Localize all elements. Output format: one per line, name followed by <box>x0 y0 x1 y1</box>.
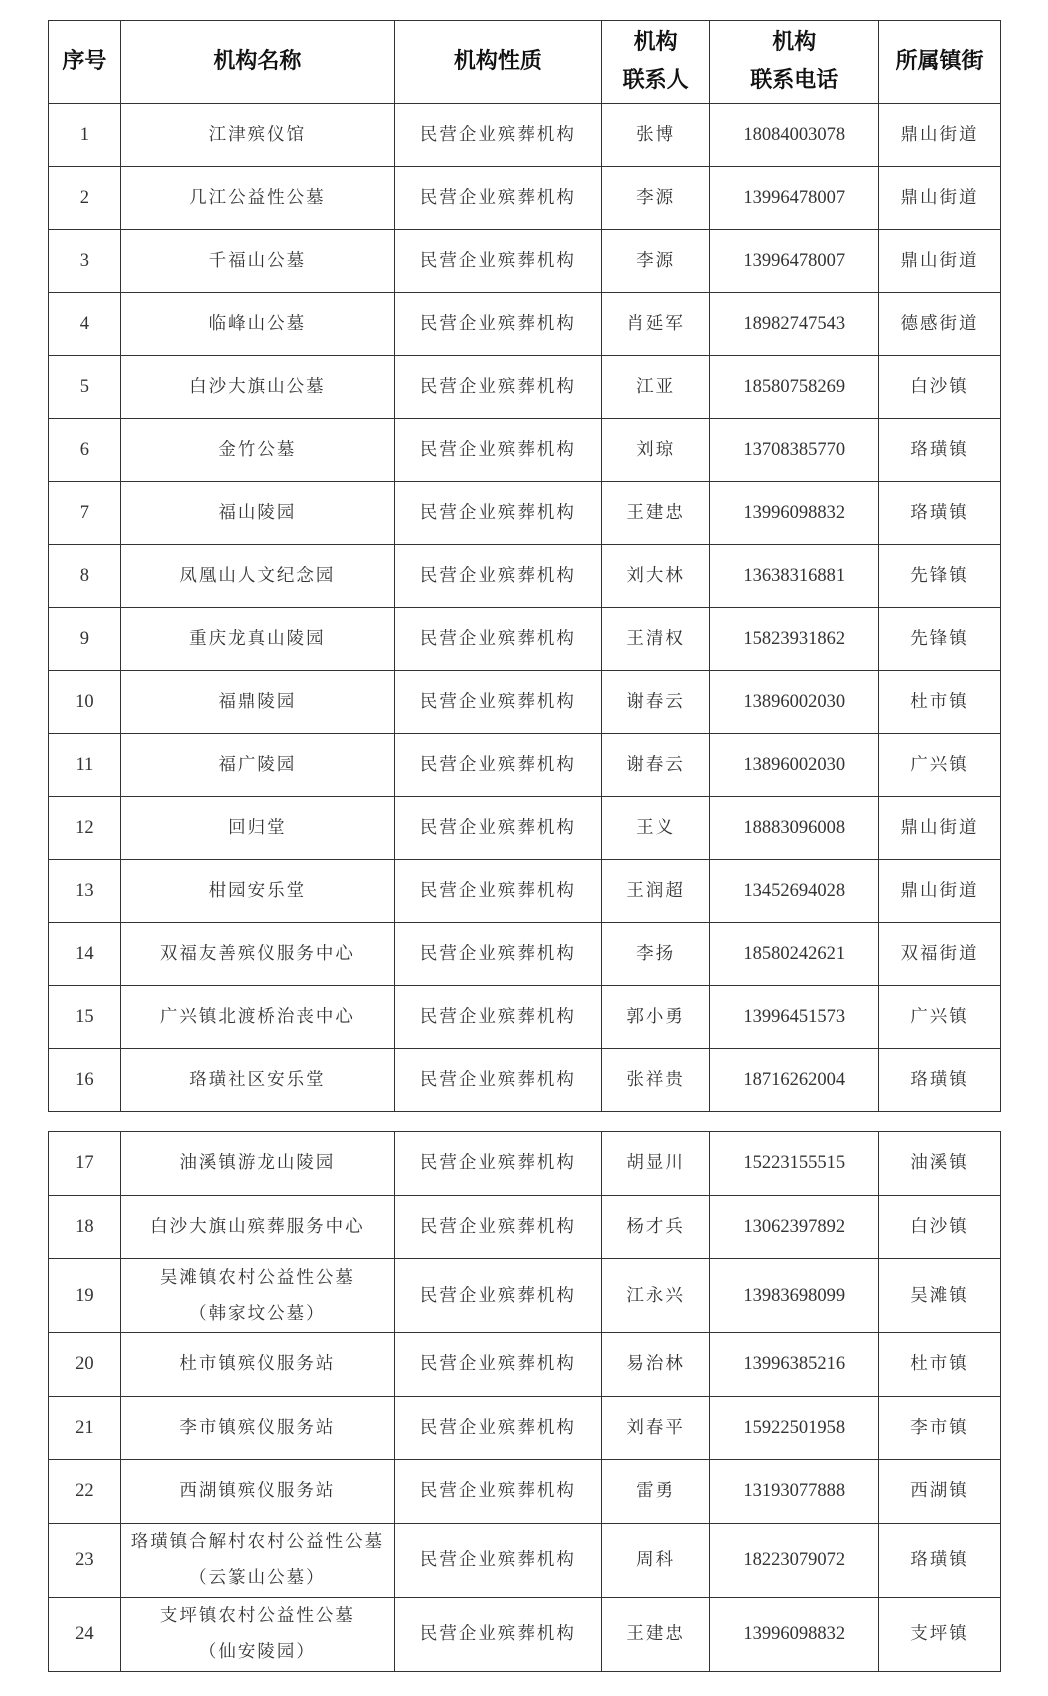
cell-name-line: 油溪镇游龙山陵园 <box>179 1153 336 1174</box>
cell-nature: 民营企业殡葬机构 <box>394 1523 601 1597</box>
cell-town: 鼎山街道 <box>879 797 1001 860</box>
cell-name <box>120 1132 394 1196</box>
cell-index: 8 <box>49 545 121 608</box>
cell-name-line: 金竹公墓 <box>218 440 297 460</box>
cell-name <box>120 1259 394 1333</box>
cell-nature: 民营企业殡葬机构 <box>394 293 601 356</box>
table-row <box>49 797 1001 860</box>
cell-nature: 民营企业殡葬机构 <box>394 860 601 923</box>
cell-town: 鼎山街道 <box>879 860 1001 923</box>
cell-contact: 周科 <box>601 1523 710 1597</box>
header-phone <box>710 21 879 104</box>
cell-phone: 13996385216 <box>710 1333 879 1397</box>
cell-phone: 13996098832 <box>710 482 879 545</box>
table-header-row <box>49 21 1001 104</box>
table-row <box>49 1597 1001 1671</box>
cell-nature: 民营企业殡葬机构 <box>394 356 601 419</box>
cell-name <box>120 734 394 797</box>
cell-phone: 13983698099 <box>710 1259 879 1333</box>
cell-index: 17 <box>49 1132 121 1196</box>
header-town: 所属镇街 <box>879 21 1001 104</box>
cell-phone: 13062397892 <box>710 1195 879 1259</box>
cell-phone: 18883096008 <box>710 797 879 860</box>
cell-town: 支坪镇 <box>879 1597 1001 1671</box>
cell-phone: 13638316881 <box>710 545 879 608</box>
cell-phone: 13896002030 <box>710 734 879 797</box>
cell-town: 杜市镇 <box>879 1333 1001 1397</box>
cell-index: 4 <box>49 293 121 356</box>
cell-nature: 民营企业殡葬机构 <box>394 1333 601 1397</box>
cell-nature: 民营企业殡葬机构 <box>394 545 601 608</box>
cell-name-line: （韩家坟公墓） <box>189 1303 326 1324</box>
cell-name-line: 白沙大旗山公墓 <box>189 377 326 397</box>
cell-nature: 民营企业殡葬机构 <box>394 1460 601 1524</box>
cell-town: 白沙镇 <box>879 1195 1001 1259</box>
cell-town: 广兴镇 <box>879 986 1001 1049</box>
table-row <box>49 671 1001 734</box>
cell-index: 20 <box>49 1333 121 1397</box>
cell-index: 24 <box>49 1597 121 1671</box>
cell-name-line: 几江公益性公墓 <box>189 188 326 208</box>
cell-name-line: 江津殡仪馆 <box>208 125 307 145</box>
table-row <box>49 1396 1001 1460</box>
cell-name <box>120 1396 394 1460</box>
header-phone-line-2: 联系电话 <box>750 68 839 93</box>
table-row <box>49 734 1001 797</box>
cell-index: 7 <box>49 482 121 545</box>
cell-town: 广兴镇 <box>879 734 1001 797</box>
cell-name-line: 回归堂 <box>228 818 287 838</box>
cell-contact: 刘大林 <box>601 545 710 608</box>
cell-town: 油溪镇 <box>879 1132 1001 1196</box>
funeral-institutions-table-page-2 <box>48 1131 1001 1672</box>
cell-name <box>120 104 394 167</box>
cell-name <box>120 923 394 986</box>
cell-name-line: 吴滩镇农村公益性公墓 <box>159 1267 355 1288</box>
cell-town: 鼎山街道 <box>879 104 1001 167</box>
cell-contact: 谢春云 <box>601 671 710 734</box>
header-name: 机构名称 <box>120 21 394 104</box>
cell-phone: 18084003078 <box>710 104 879 167</box>
cell-name <box>120 482 394 545</box>
cell-index: 11 <box>49 734 121 797</box>
cell-name <box>120 1195 394 1259</box>
cell-phone: 18982747543 <box>710 293 879 356</box>
cell-town: 西湖镇 <box>879 1460 1001 1524</box>
cell-name-line: 福山陵园 <box>218 503 297 523</box>
cell-contact: 李扬 <box>601 923 710 986</box>
table-row <box>49 167 1001 230</box>
cell-contact: 王建忠 <box>601 482 710 545</box>
cell-contact: 胡显川 <box>601 1132 710 1196</box>
header-contact-line-1: 机构 <box>633 30 678 55</box>
table-row <box>49 356 1001 419</box>
cell-nature: 民营企业殡葬机构 <box>394 986 601 1049</box>
cell-name <box>120 1523 394 1597</box>
cell-town: 鼎山街道 <box>879 167 1001 230</box>
cell-phone: 15823931862 <box>710 608 879 671</box>
cell-name <box>120 419 394 482</box>
table-row <box>49 1523 1001 1597</box>
table-row <box>49 1195 1001 1259</box>
cell-name-line: 支坪镇农村公益性公墓 <box>159 1606 355 1626</box>
cell-name <box>120 1333 394 1397</box>
cell-name-line: （仙安陵园） <box>198 1642 316 1662</box>
cell-index: 18 <box>49 1195 121 1259</box>
cell-nature: 民营企业殡葬机构 <box>394 923 601 986</box>
cell-contact: 李源 <box>601 167 710 230</box>
cell-index: 21 <box>49 1396 121 1460</box>
cell-contact: 谢春云 <box>601 734 710 797</box>
cell-phone: 15922501958 <box>710 1396 879 1460</box>
table-row <box>49 482 1001 545</box>
cell-nature: 民营企业殡葬机构 <box>394 104 601 167</box>
cell-contact: 王清权 <box>601 608 710 671</box>
cell-phone: 13996478007 <box>710 167 879 230</box>
cell-town: 李市镇 <box>879 1396 1001 1460</box>
cell-index: 22 <box>49 1460 121 1524</box>
cell-nature: 民营企业殡葬机构 <box>394 419 601 482</box>
cell-index: 3 <box>49 230 121 293</box>
cell-name-line: 重庆龙真山陵园 <box>189 629 326 649</box>
cell-phone: 13896002030 <box>710 671 879 734</box>
cell-name-line: 李市镇殡仪服务站 <box>179 1417 336 1438</box>
cell-town: 先锋镇 <box>879 608 1001 671</box>
cell-name <box>120 1460 394 1524</box>
table-row <box>49 1460 1001 1524</box>
table-row <box>49 230 1001 293</box>
cell-name-line: 双福友善殡仪服务中心 <box>159 944 355 964</box>
cell-contact: 肖延军 <box>601 293 710 356</box>
cell-nature: 民营企业殡葬机构 <box>394 1396 601 1460</box>
cell-index: 12 <box>49 797 121 860</box>
cell-name-line: 凤凰山人文纪念园 <box>179 566 336 586</box>
header-contact <box>601 21 710 104</box>
header-nature: 机构性质 <box>394 21 601 104</box>
cell-contact: 杨才兵 <box>601 1195 710 1259</box>
cell-name <box>120 356 394 419</box>
cell-name <box>120 293 394 356</box>
cell-contact: 江亚 <box>601 356 710 419</box>
table-row <box>49 923 1001 986</box>
cell-phone: 13708385770 <box>710 419 879 482</box>
funeral-institutions-table-page-1 <box>48 20 1001 1112</box>
table-row <box>49 608 1001 671</box>
table-row <box>49 293 1001 356</box>
cell-phone: 13996098832 <box>710 1597 879 1671</box>
cell-nature: 民营企业殡葬机构 <box>394 797 601 860</box>
table-row <box>49 1132 1001 1196</box>
cell-contact: 王建忠 <box>601 1597 710 1671</box>
cell-name <box>120 986 394 1049</box>
cell-town: 珞璜镇 <box>879 419 1001 482</box>
cell-name <box>120 545 394 608</box>
cell-town: 杜市镇 <box>879 671 1001 734</box>
cell-index: 23 <box>49 1523 121 1597</box>
cell-phone: 18716262004 <box>710 1049 879 1112</box>
cell-town: 珞璜镇 <box>879 1049 1001 1112</box>
cell-name <box>120 860 394 923</box>
cell-index: 6 <box>49 419 121 482</box>
cell-index: 5 <box>49 356 121 419</box>
cell-name-line: （云篆山公墓） <box>189 1568 326 1588</box>
cell-contact: 张祥贵 <box>601 1049 710 1112</box>
cell-name-line: 西湖镇殡仪服务站 <box>179 1481 336 1502</box>
header-phone-line-1: 机构 <box>772 30 817 55</box>
cell-nature: 民营企业殡葬机构 <box>394 671 601 734</box>
cell-phone: 18580758269 <box>710 356 879 419</box>
cell-name-line: 杜市镇殡仪服务站 <box>179 1354 336 1375</box>
cell-name-line: 珞璜社区安乐堂 <box>189 1070 326 1090</box>
cell-name-line: 柑园安乐堂 <box>208 881 307 901</box>
cell-index: 9 <box>49 608 121 671</box>
cell-nature: 民营企业殡葬机构 <box>394 482 601 545</box>
cell-nature: 民营企业殡葬机构 <box>394 1195 601 1259</box>
cell-contact: 刘春平 <box>601 1396 710 1460</box>
cell-town: 珞璜镇 <box>879 1523 1001 1597</box>
cell-index: 14 <box>49 923 121 986</box>
cell-name <box>120 167 394 230</box>
cell-town: 德感街道 <box>879 293 1001 356</box>
cell-index: 1 <box>49 104 121 167</box>
cell-contact: 王润超 <box>601 860 710 923</box>
cell-contact: 王义 <box>601 797 710 860</box>
table-row <box>49 419 1001 482</box>
cell-contact: 易治林 <box>601 1333 710 1397</box>
cell-nature: 民营企业殡葬机构 <box>394 167 601 230</box>
cell-phone: 13452694028 <box>710 860 879 923</box>
cell-phone: 15223155515 <box>710 1132 879 1196</box>
cell-name-line: 福广陵园 <box>218 755 297 775</box>
table-row <box>49 986 1001 1049</box>
cell-contact: 郭小勇 <box>601 986 710 1049</box>
cell-contact: 刘琼 <box>601 419 710 482</box>
cell-name <box>120 1597 394 1671</box>
header-index: 序号 <box>49 21 121 104</box>
cell-index: 10 <box>49 671 121 734</box>
cell-town: 吴滩镇 <box>879 1259 1001 1333</box>
cell-name <box>120 797 394 860</box>
table-row <box>49 104 1001 167</box>
cell-nature: 民营企业殡葬机构 <box>394 230 601 293</box>
cell-contact: 张博 <box>601 104 710 167</box>
cell-town: 白沙镇 <box>879 356 1001 419</box>
table-row <box>49 1259 1001 1333</box>
cell-nature: 民营企业殡葬机构 <box>394 1049 601 1112</box>
cell-contact: 李源 <box>601 230 710 293</box>
cell-name <box>120 1049 394 1112</box>
cell-phone: 13996478007 <box>710 230 879 293</box>
cell-phone: 13996451573 <box>710 986 879 1049</box>
table-row <box>49 860 1001 923</box>
table-row <box>49 545 1001 608</box>
cell-name <box>120 230 394 293</box>
cell-phone: 18223079072 <box>710 1523 879 1597</box>
cell-name-line: 珞璜镇合解村农村公益性公墓 <box>130 1532 385 1552</box>
header-contact-line-2: 联系人 <box>622 68 689 93</box>
cell-contact: 雷勇 <box>601 1460 710 1524</box>
cell-name-line: 白沙大旗山殡葬服务中心 <box>150 1216 365 1237</box>
cell-name-line: 福鼎陵园 <box>218 692 297 712</box>
cell-name-line: 临峰山公墓 <box>208 314 307 334</box>
cell-nature: 民营企业殡葬机构 <box>394 1597 601 1671</box>
cell-name-line: 广兴镇北渡桥治丧中心 <box>159 1007 355 1027</box>
cell-town: 双福街道 <box>879 923 1001 986</box>
cell-name <box>120 608 394 671</box>
cell-contact: 江永兴 <box>601 1259 710 1333</box>
cell-index: 13 <box>49 860 121 923</box>
cell-nature: 民营企业殡葬机构 <box>394 1259 601 1333</box>
cell-name-line: 千福山公墓 <box>208 251 307 271</box>
cell-index: 19 <box>49 1259 121 1333</box>
table-row <box>49 1049 1001 1112</box>
cell-name <box>120 671 394 734</box>
cell-town: 先锋镇 <box>879 545 1001 608</box>
cell-nature: 民营企业殡葬机构 <box>394 1132 601 1196</box>
cell-index: 16 <box>49 1049 121 1112</box>
cell-phone: 18580242621 <box>710 923 879 986</box>
cell-index: 15 <box>49 986 121 1049</box>
cell-nature: 民营企业殡葬机构 <box>394 734 601 797</box>
table-row <box>49 1333 1001 1397</box>
cell-town: 珞璜镇 <box>879 482 1001 545</box>
cell-index: 2 <box>49 167 121 230</box>
cell-town: 鼎山街道 <box>879 230 1001 293</box>
cell-phone: 13193077888 <box>710 1460 879 1524</box>
cell-nature: 民营企业殡葬机构 <box>394 608 601 671</box>
